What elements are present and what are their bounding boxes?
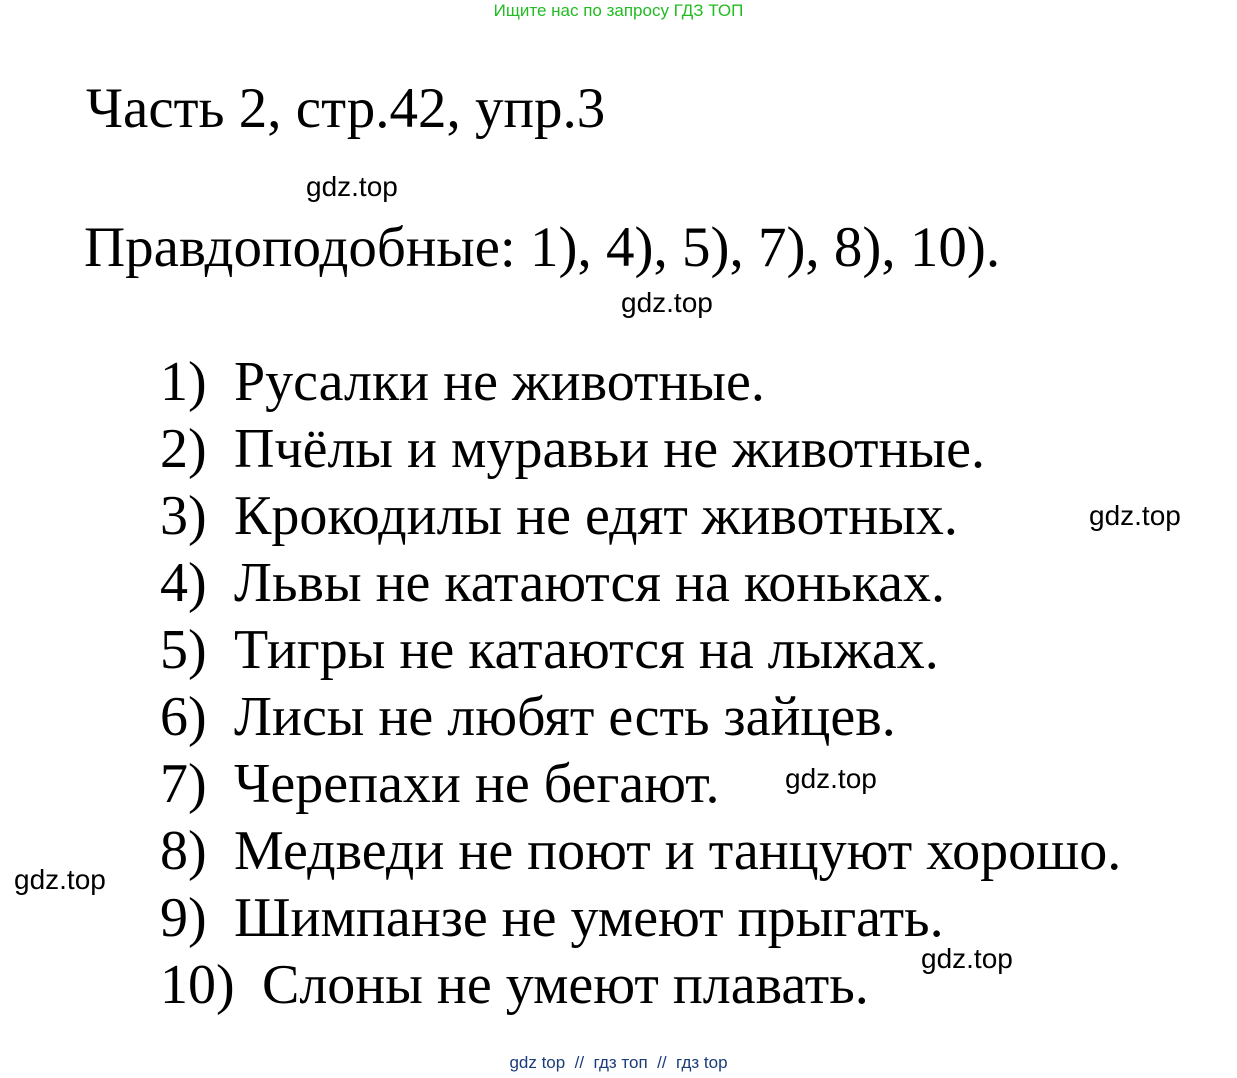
top-banner: Ищите нас по запросу ГДЗ ТОП <box>493 1 744 20</box>
bottom-banner <box>0 1053 1237 1073</box>
answer-line: Правдоподобные: 1), 4), 5), 7), 8), 10). <box>84 216 1001 279</box>
item-number: 3) <box>160 485 207 547</box>
item-number: 6) <box>160 686 207 748</box>
watermark: gdz.top <box>621 287 713 318</box>
item-text: Лисы не любят есть зайцев. <box>234 686 896 748</box>
item-number: 9) <box>160 887 207 949</box>
watermark: gdz.top <box>1089 500 1181 531</box>
item-text: Черепахи не бегают. <box>234 753 720 815</box>
watermark: gdz.top <box>14 864 106 895</box>
watermark: gdz.top <box>921 943 1013 974</box>
item-text: Слоны не умеют плавать. <box>262 954 869 1016</box>
item-text: Крокодилы не едят животных. <box>234 485 958 547</box>
item-text: Русалки не животные. <box>234 351 765 413</box>
item-number: 10) <box>160 954 235 1016</box>
watermark: gdz.top <box>306 171 398 202</box>
item-text: Медведи не поют и танцуют хорошо. <box>234 820 1122 882</box>
page-title: Часть 2, стр.42, упр.3 <box>86 77 606 140</box>
item-text: Пчёлы и муравьи не животные. <box>234 418 985 480</box>
watermark: gdz.top <box>785 763 877 794</box>
item-text: Шимпанзе не умеют прыгать. <box>234 887 944 949</box>
item-number: 2) <box>160 418 207 480</box>
item-number: 8) <box>160 820 207 882</box>
item-number: 5) <box>160 619 207 681</box>
bottom-banner-text: gdz top // гдз топ // гдз top <box>509 1053 728 1072</box>
item-number: 7) <box>160 753 207 815</box>
item-number: 1) <box>160 351 207 413</box>
item-number: 4) <box>160 552 207 614</box>
item-text: Львы не катаются на коньках. <box>234 552 945 614</box>
item-text: Тигры не катаются на лыжах. <box>234 619 939 681</box>
